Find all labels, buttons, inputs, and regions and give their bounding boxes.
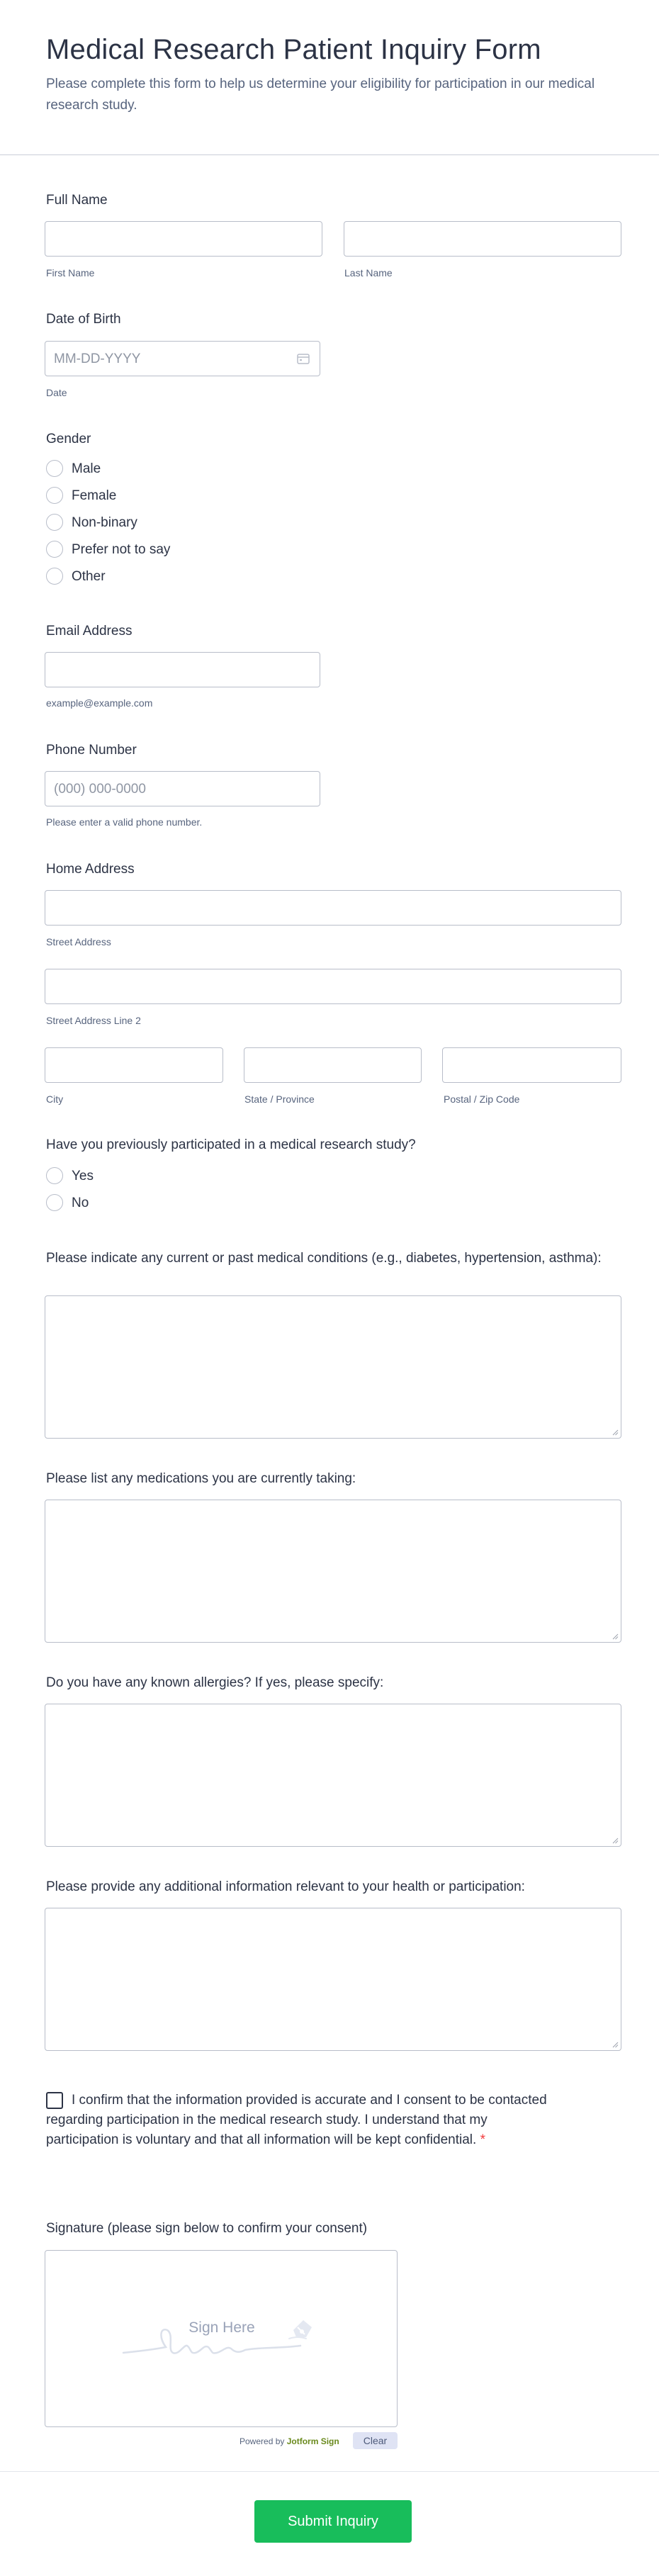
first-name-sublabel: First Name: [46, 267, 95, 279]
allergies-textarea[interactable]: [45, 1704, 621, 1847]
email-input[interactable]: [45, 652, 320, 687]
jotform-sign-brand: Jotform Sign: [286, 2436, 339, 2446]
resize-grip-icon[interactable]: [612, 2041, 619, 2048]
radio-button[interactable]: [46, 1194, 63, 1211]
dob-input[interactable]: [45, 341, 320, 376]
resize-grip-icon[interactable]: [612, 1429, 619, 1436]
phone-sublabel: Please enter a valid phone number.: [46, 816, 203, 828]
dob-placeholder: MM-DD-YYYY: [54, 351, 141, 366]
medications-textarea[interactable]: [45, 1500, 621, 1643]
state-sublabel: State / Province: [244, 1093, 315, 1105]
radio-label: No: [72, 1196, 89, 1210]
radio-button[interactable]: [46, 568, 63, 585]
pen-nib-icon: [288, 2317, 319, 2346]
phone-input[interactable]: [45, 771, 320, 806]
radio-label: Female: [72, 488, 117, 503]
powered-prefix: Powered by: [240, 2436, 285, 2446]
phone-label: Phone Number: [46, 743, 137, 758]
full-name-label: Full Name: [46, 193, 108, 208]
conditions-textarea[interactable]: [45, 1295, 621, 1439]
submit-button[interactable]: Submit Inquiry: [254, 2500, 412, 2543]
signature-pad[interactable]: [45, 2250, 398, 2427]
street-address-2-sublabel: Street Address Line 2: [46, 1015, 141, 1026]
consent-label[interactable]: [46, 2091, 556, 2150]
conditions-label: Please indicate any current or past medical conditions (e.g., diabetes, hypertension, asthma):: [46, 1251, 602, 1266]
last-name-sublabel: Last Name: [344, 267, 393, 279]
radio-button[interactable]: [46, 487, 63, 504]
resize-grip-icon[interactable]: [612, 1837, 619, 1844]
consent-text: I confirm that the information provided is accurate and I consent to be contacted regarding participation in the medical research study. I understand that my participation is voluntary and that all information will be kept confidential.: [46, 2093, 547, 2147]
radio-label: Prefer not to say: [72, 542, 171, 557]
zip-input[interactable]: [442, 1047, 621, 1083]
header-divider: [0, 154, 659, 155]
additional-info-textarea[interactable]: [45, 1908, 621, 2051]
state-input[interactable]: [244, 1047, 422, 1083]
previous-study-label: Have you previously participated in a medical research study?: [46, 1137, 416, 1152]
street-address-2-input[interactable]: [45, 969, 621, 1004]
city-sublabel: City: [46, 1093, 64, 1105]
radio-label: Yes: [72, 1169, 94, 1183]
street-address-sublabel: Street Address: [46, 936, 111, 947]
address-label: Home Address: [46, 862, 135, 877]
last-name-input[interactable]: [344, 221, 621, 257]
radio-label: Other: [72, 569, 106, 584]
zip-sublabel: Postal / Zip Code: [444, 1093, 520, 1105]
first-name-input[interactable]: [45, 221, 322, 257]
footer-divider: [0, 2471, 659, 2472]
powered-by: [240, 2436, 339, 2446]
email-label: Email Address: [46, 624, 133, 639]
radio-button[interactable]: [46, 514, 63, 531]
city-input[interactable]: [45, 1047, 223, 1083]
resize-grip-icon[interactable]: [612, 1633, 619, 1640]
required-asterisk: *: [480, 2132, 485, 2147]
form-title: Medical Research Patient Inquiry Form: [46, 34, 541, 65]
clear-signature-button[interactable]: Clear: [353, 2432, 398, 2449]
radio-button[interactable]: [46, 460, 63, 477]
calendar-icon[interactable]: [297, 353, 310, 364]
radio-label: Non-binary: [72, 515, 137, 530]
signature-label: Signature (please sign below to confirm your consent): [46, 2221, 368, 2236]
medications-label: Please list any medications you are currently taking:: [46, 1471, 356, 1486]
radio-label: Male: [72, 461, 101, 476]
additional-info-label: Please provide any additional information relevant to your health or participation:: [46, 1879, 525, 1894]
sign-here-text: Sign Here: [188, 2319, 255, 2336]
allergies-label: Do you have any known allergies? If yes, please specify:: [46, 1675, 384, 1690]
gender-label: Gender: [46, 432, 91, 446]
dob-label: Date of Birth: [46, 312, 121, 327]
email-sublabel: example@example.com: [46, 697, 153, 709]
radio-button[interactable]: [46, 1167, 63, 1184]
form-description: Please complete this form to help us determine your eligibility for participation in our medical research study.: [46, 77, 595, 113]
dob-sublabel: Date: [46, 387, 67, 398]
radio-button[interactable]: [46, 541, 63, 558]
phone-placeholder: (000) 000-0000: [54, 782, 146, 797]
street-address-input[interactable]: [45, 890, 621, 926]
